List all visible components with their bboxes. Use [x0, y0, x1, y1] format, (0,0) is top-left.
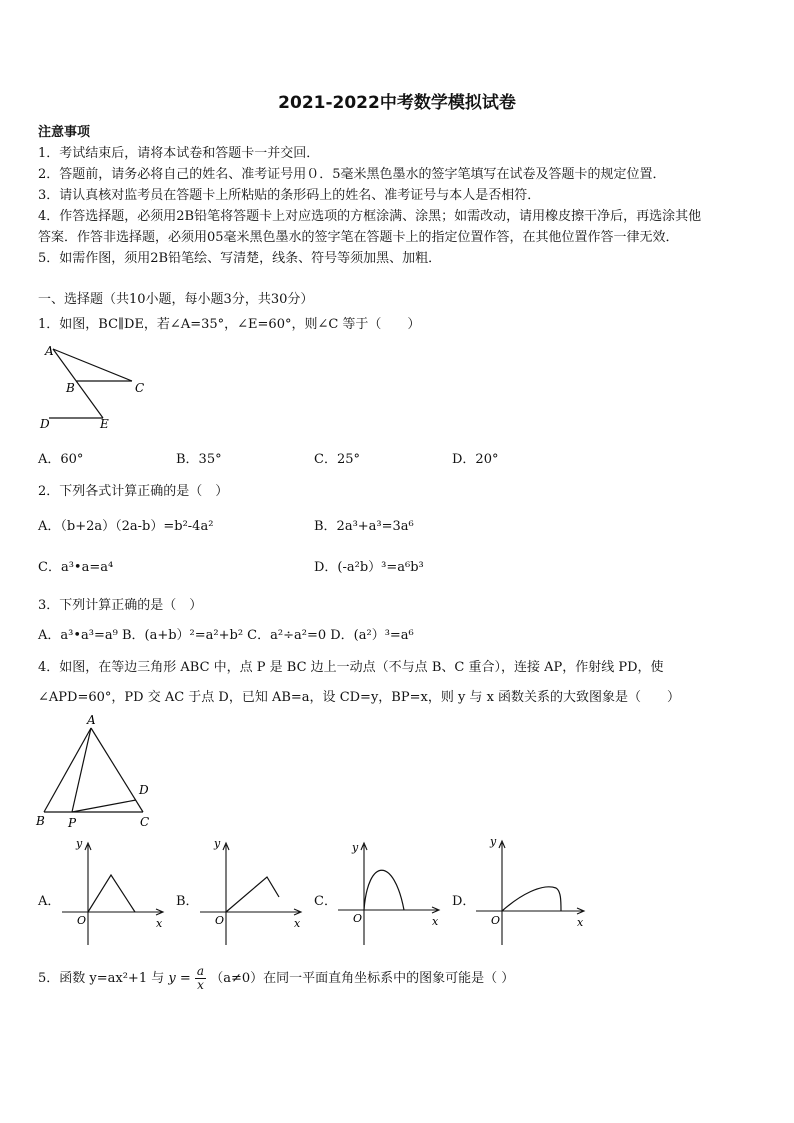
- question-3-options: A．a³•a³=a⁹ B．(a+b）²=a²+b² C．a²÷a²=0 D．(a²）³=a⁶: [38, 628, 414, 643]
- graph-a-curve: [88, 875, 135, 912]
- label-B: B: [66, 381, 75, 395]
- fraction-numerator: a: [196, 964, 205, 978]
- question-4-stem-line2: ∠APD=60°，PD 交 AC 于点 D，已知 AB=a，设 CD=y，BP=x，则 y 与 x 函数关系的大致图象是（ ）: [38, 690, 681, 705]
- question-5-post: （a≠0）在同一平面直角坐标系中的图象可能是（ ）: [210, 971, 515, 986]
- notice-item: 答案．作答非选择题，必须用05毫米黑色墨水的签字笔在答题卡上的指定位置作答，在其他位置作答一律无效．: [38, 230, 679, 245]
- label-E: E: [100, 417, 109, 431]
- origin-label: O: [491, 914, 501, 927]
- question-1-figure: [36, 340, 152, 432]
- label-P: P: [68, 816, 77, 830]
- origin-label: O: [215, 914, 225, 927]
- question-2-option-a: A．（b+2a）（2a-b）=b²-4a²: [38, 519, 214, 534]
- question-4-graph-d: [472, 835, 590, 953]
- question-4-option-c: C．: [314, 894, 337, 909]
- question-1-option-a: A．60°: [38, 452, 84, 467]
- question-4-graph-a: [58, 835, 170, 953]
- notice-heading: 注意事项: [38, 125, 91, 140]
- segment-PD: [72, 800, 136, 812]
- question-2-option-c: C．a³•a=a⁴: [38, 560, 114, 575]
- question-4-graph-b: [196, 835, 308, 953]
- notice-item: 5．如需作图，须用2B铅笔绘、写清楚，线条、符号等须加黑、加粗．: [38, 251, 442, 266]
- question-4-option-b: B．: [176, 894, 199, 909]
- axis-y-label: y: [214, 837, 221, 850]
- question-1-option-c: C．25°: [314, 452, 360, 467]
- question-5-fraction: [195, 965, 206, 992]
- notice-item: 3．请认真核对监考员在答题卡上所粘贴的条形码上的姓名、准考证号与本人是否相符．: [38, 188, 541, 203]
- question-1-stem: 1．如图，BC∥DE，若∠A=35°，∠E=60°，则∠C 等于（ ）: [38, 317, 421, 332]
- axis-y-label: y: [490, 835, 497, 848]
- label-B: B: [36, 814, 45, 828]
- section-heading: 一、选择题（共10小题，每小题3分，共30分）: [38, 292, 314, 307]
- axis-x-label: x: [156, 917, 163, 930]
- label-C: C: [140, 815, 150, 829]
- question-4-option-a: A．: [38, 894, 61, 909]
- notice-item: 2．答题前，请务必将自己的姓名、准考证号用０．5毫米黑色墨水的签字笔填写在试卷及答题卡的规定位置．: [38, 167, 666, 182]
- question-2-option-b: B．2a³+a³=3a⁶: [314, 519, 414, 534]
- question-1-option-d: D．20°: [452, 452, 499, 467]
- axis-x-label: x: [294, 917, 301, 930]
- graph-c-curve: [364, 870, 404, 910]
- side-AB: [44, 728, 91, 812]
- axis-x-label: x: [432, 915, 439, 928]
- question-4-graph-c: [334, 835, 446, 953]
- fraction-denominator: x: [197, 978, 204, 992]
- graph-b-curve: [226, 877, 279, 912]
- origin-label: O: [353, 912, 363, 925]
- question-4-option-d: D．: [452, 894, 476, 909]
- notice-item: 1．考试结束后，请将本试卷和答题卡一并交回．: [38, 146, 320, 161]
- question-5-y-eq: y =: [168, 971, 191, 986]
- label-A: A: [45, 344, 54, 358]
- page-title: 2021-2022中考数学模拟试卷: [278, 93, 516, 113]
- axis-y-label: y: [352, 841, 359, 854]
- segment-AP: [72, 728, 91, 812]
- label-A: A: [87, 713, 96, 727]
- label-C: C: [135, 381, 145, 395]
- graph-d-curve: [502, 887, 561, 911]
- question-5-stem: [38, 965, 514, 992]
- question-5-pre: 5．函数 y=ax²+1 与: [38, 971, 165, 986]
- label-D: D: [139, 783, 149, 797]
- axis-y-label: y: [76, 837, 83, 850]
- question-4-stem-line1: 4．如图，在等边三角形 ABC 中，点 P 是 BC 边上一动点（不与点 B、C 重合），连接 AP，作射线 PD，使: [38, 660, 664, 675]
- question-1-option-b: B．35°: [176, 452, 222, 467]
- question-2-option-d: D．(-a²b）³=a⁶b³: [314, 560, 424, 575]
- origin-label: O: [77, 914, 87, 927]
- axis-x-label: x: [577, 916, 584, 929]
- question-4-triangle-figure: [34, 712, 160, 832]
- label-D: D: [40, 417, 50, 431]
- notice-item: 4．作答选择题，必须用2B铅笔将答题卡上对应选项的方框涂满、涂黑；如需改动，请用橡皮擦干净后，再选涂其他: [38, 209, 702, 224]
- question-3-stem: 3．下列计算正确的是（ ）: [38, 598, 203, 613]
- side-AC: [91, 728, 143, 812]
- question-2-stem: 2．下列各式计算正确的是（ ）: [38, 484, 229, 499]
